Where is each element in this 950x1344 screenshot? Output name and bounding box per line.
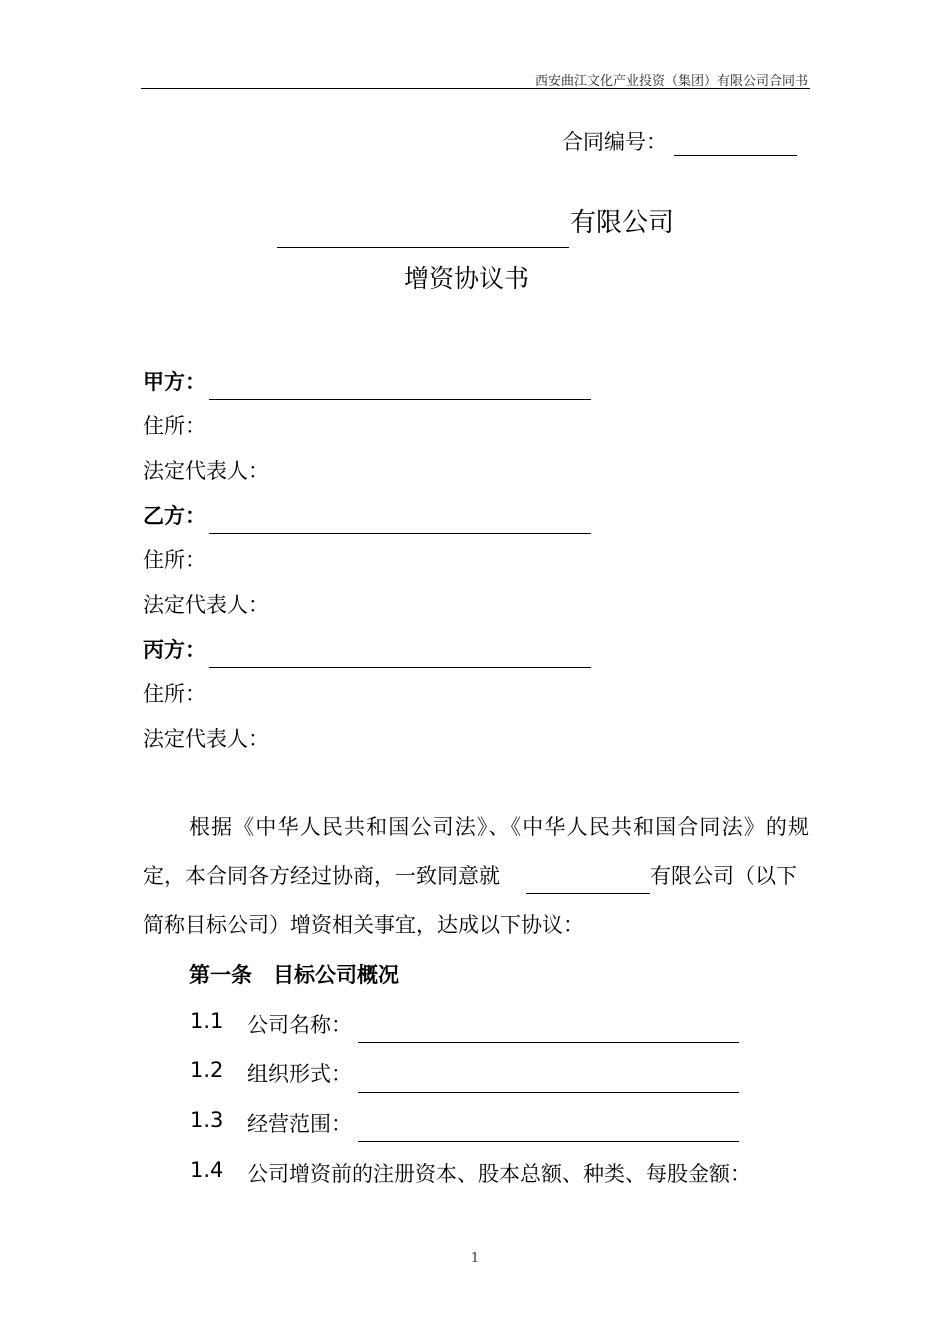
item-1-4-label: 公司增资前的注册资本、股本总额、种类、每股金额：	[247, 1162, 751, 1186]
party-c-rep-label: 法定代表人：	[143, 727, 269, 751]
article-1-title: 第一条 目标公司概况	[189, 963, 399, 987]
party-c-address-label: 住所：	[143, 682, 206, 706]
header-divider	[141, 88, 810, 89]
item-1-3-label: 经营范围：	[247, 1112, 352, 1136]
intro-company-blank	[526, 893, 650, 894]
party-c-label: 丙方：	[143, 638, 206, 662]
party-c-blank	[209, 667, 591, 668]
page-header-text: 西安曲江文化产业投资（集团）有限公司合同书	[534, 74, 808, 89]
party-b-label: 乙方：	[143, 504, 206, 528]
item-1-4-number: 1.4	[190, 1158, 224, 1182]
item-1-1-label: 公司名称：	[247, 1013, 352, 1037]
item-1-3-blank	[358, 1141, 739, 1142]
document-title: 增资协议书	[404, 264, 530, 293]
party-a-rep-label: 法定代表人：	[143, 459, 269, 483]
item-1-2-label: 组织形式：	[247, 1062, 352, 1086]
page-number: 1	[470, 1251, 480, 1266]
intro-line-3: 简称目标公司）增资相关事宜，达成以下协议：	[143, 913, 584, 937]
party-a-address-label: 住所：	[143, 414, 206, 438]
party-b-address-label: 住所：	[143, 548, 206, 572]
contract-number-blank	[674, 155, 797, 156]
party-b-rep-label: 法定代表人：	[143, 593, 269, 617]
party-b-blank	[209, 533, 591, 534]
party-a-label: 甲方：	[143, 370, 206, 394]
item-1-3-number: 1.3	[190, 1108, 224, 1132]
intro-line-2b: 有限公司（以下	[650, 864, 797, 888]
item-1-1-number: 1.1	[190, 1009, 224, 1033]
title-company-suffix: 有限公司	[570, 208, 675, 238]
item-1-2-number: 1.2	[190, 1058, 224, 1082]
contract-number-label: 合同编号：	[562, 130, 667, 154]
intro-line-1: 根据《中华人民共和国公司法》、《中华人民共和国合同法》的规	[189, 815, 809, 839]
intro-line-2a: 定，本合同各方经过协商，一致同意就	[143, 864, 500, 888]
item-1-2-blank	[358, 1092, 739, 1093]
party-a-blank	[209, 399, 591, 400]
item-1-1-blank	[358, 1042, 739, 1043]
company-name-blank	[277, 247, 569, 248]
